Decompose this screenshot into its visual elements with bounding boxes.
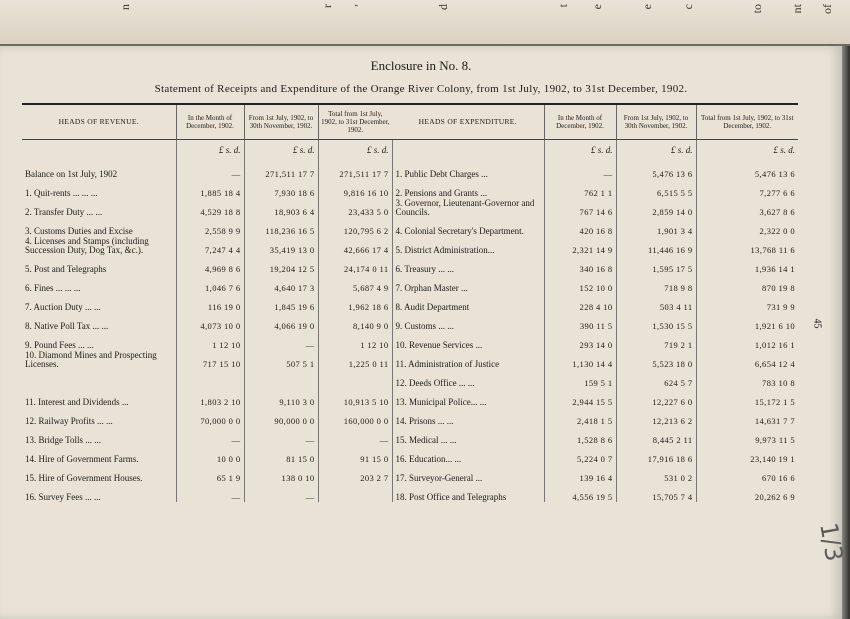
revenue-head: 16. Survey Fees ... ... [25, 492, 101, 502]
revenue-head: 15. Hire of Government Houses. [25, 473, 143, 483]
month-value: 4,073 10 0 [176, 312, 244, 331]
month-value: 7,247 4 4 [176, 236, 244, 255]
exp-total-value: 731 9 9 [696, 293, 798, 312]
from-value [244, 369, 318, 388]
total-value: 1 12 10 [318, 331, 392, 350]
expenditure-head: 8. Audit Department [392, 293, 544, 312]
table-row [22, 426, 798, 445]
month-value: — [176, 160, 244, 179]
revenue-head: 5. Post and Telegraphs [25, 264, 107, 274]
table-row [22, 312, 798, 331]
month-value: 70,000 0 0 [176, 407, 244, 426]
header-exp-month: In the Month of December, 1902. [544, 104, 616, 140]
exp-from-value: 12,213 6 2 [616, 407, 696, 426]
from-value: — [244, 426, 318, 445]
revenue-head: 10. Diamond Mines and Prospecting Licenses. [25, 350, 157, 369]
enclosure-heading: Enclosure in No. 8. [370, 58, 472, 73]
revenue-head: 1. Quit-rents ... ... ... [25, 188, 98, 198]
currency-label: £ s. d. [696, 140, 798, 161]
from-value: 271,511 17 7 [244, 160, 318, 179]
expenditure-head: 5. District Administration... [392, 236, 544, 255]
exp-from-value: 624 5 7 [616, 369, 696, 388]
total-value: 23,433 5 0 [318, 198, 392, 217]
month-value: 2,558 9 9 [176, 217, 244, 236]
header-heads-of-expenditure: HEADS OF EXPENDITURE. [392, 104, 544, 140]
from-value: 138 0 10 [244, 464, 318, 483]
expenditure-head: 18. Post Office and Telegraphs [392, 483, 544, 502]
expenditure-head: 14. Prisons ... ... [392, 407, 544, 426]
header-total: Total from 1st July, 1902, to 31st December, 1902. [318, 104, 392, 140]
from-value: 7,930 18 6 [244, 179, 318, 198]
from-value: 35,419 13 0 [244, 236, 318, 255]
from-value: 19,204 12 5 [244, 255, 318, 274]
exp-total-value: 13,768 11 6 [696, 236, 798, 255]
exp-month-value: 762 1 1 [544, 179, 616, 198]
table-row [22, 255, 798, 274]
expenditure-head: 3. Governor, Lieutenant-Governor and Councils. [392, 198, 544, 217]
exp-total-value: 3,627 8 6 [696, 198, 798, 217]
total-value: 1,962 18 6 [318, 293, 392, 312]
exp-from-value: 1,595 17 5 [616, 255, 696, 274]
currency-row [22, 140, 798, 161]
total-value: 120,795 6 2 [318, 217, 392, 236]
table-row [22, 445, 798, 464]
table-row [22, 369, 798, 388]
from-value: 118,236 16 5 [244, 217, 318, 236]
total-value [318, 369, 392, 388]
table-header-row [22, 104, 798, 140]
exp-month-value: 2,944 15 5 [544, 388, 616, 407]
statement-title: Statement of Receipts and Expenditure of the Orange River Colony, from 1st July, 1902, to 31st December, 1902. [154, 83, 688, 95]
exp-from-value: 719 2 1 [616, 331, 696, 350]
from-value: 4,640 17 3 [244, 274, 318, 293]
exp-month-value: 420 16 8 [544, 217, 616, 236]
table-row [22, 179, 798, 198]
exp-month-value: 2,321 14 9 [544, 236, 616, 255]
table-row [22, 236, 798, 255]
month-value: 10 0 0 [176, 445, 244, 464]
revenue-head: 2. Transfer Duty ... ... [25, 207, 103, 217]
exp-from-value: 12,227 6 0 [616, 388, 696, 407]
revenue-head: 4. Licenses and Stamps (including Succession Duty, Dog Tax, &c.). [25, 236, 149, 255]
month-value: 4,969 8 6 [176, 255, 244, 274]
table-row [22, 160, 798, 179]
from-value: 1,845 19 6 [244, 293, 318, 312]
table-row [22, 331, 798, 350]
exp-month-value: 767 14 6 [544, 198, 616, 217]
receipts-expenditure-table [22, 103, 798, 502]
exp-total-value: 14,631 7 7 [696, 407, 798, 426]
month-value: 4,529 18 8 [176, 198, 244, 217]
revenue-head [22, 369, 176, 388]
from-value: 18,903 6 4 [244, 198, 318, 217]
total-value: — [318, 426, 392, 445]
revenue-head: 14. Hire of Government Farms. [25, 454, 139, 464]
exp-total-value: 15,172 1 5 [696, 388, 798, 407]
exp-from-value: 11,446 16 9 [616, 236, 696, 255]
expenditure-head: 13. Municipal Police... ... [392, 388, 544, 407]
month-value: 1 12 10 [176, 331, 244, 350]
expenditure-head: 16. Education... ... [392, 445, 544, 464]
total-value: 160,000 0 0 [318, 407, 392, 426]
exp-total-value: 5,476 13 6 [696, 160, 798, 179]
total-value: 271,511 17 7 [318, 160, 392, 179]
exp-month-value: 139 16 4 [544, 464, 616, 483]
exp-from-value: 5,476 13 6 [616, 160, 696, 179]
currency-label: £ s. d. [318, 140, 392, 161]
exp-from-value: 503 4 11 [616, 293, 696, 312]
exp-total-value: 20,262 6 9 [696, 483, 798, 502]
exp-month-value: 2,418 1 5 [544, 407, 616, 426]
exp-month-value: 1,130 14 4 [544, 350, 616, 369]
exp-from-value: 15,705 7 4 [616, 483, 696, 502]
table-row [22, 217, 798, 236]
currency-label: £ s. d. [176, 140, 244, 161]
currency-label: £ s. d. [616, 140, 696, 161]
revenue-head: 13. Bridge Tolls ... ... [25, 435, 101, 445]
exp-month-value: 152 10 0 [544, 274, 616, 293]
table-row [22, 198, 798, 217]
expenditure-head: 4. Colonial Secretary's Department. [392, 217, 544, 236]
exp-from-value: 531 0 2 [616, 464, 696, 483]
exp-from-value: 17,916 18 6 [616, 445, 696, 464]
month-value: 65 1 9 [176, 464, 244, 483]
expenditure-head: 1. Public Debt Charges ... [392, 160, 544, 179]
table-row [22, 388, 798, 407]
revenue-head: 8. Native Poll Tax ... ... [25, 321, 109, 331]
exp-from-value: 8,445 2 11 [616, 426, 696, 445]
exp-month-value: — [544, 160, 616, 179]
month-value: — [176, 426, 244, 445]
header-exp-total: Total from 1st July, 1902, to 31st December, 1902. [696, 104, 798, 140]
revenue-head: 6. Fines ... ... ... [25, 283, 81, 293]
header-heads-of-revenue: HEADS OF REVENUE. [22, 104, 176, 140]
expenditure-head: 2. Pensions and Grants ... [392, 179, 544, 198]
currency-label: £ s. d. [544, 140, 616, 161]
header-from: From 1st July, 1902, to 30th November, 1902. [244, 104, 318, 140]
from-value: 9,110 3 0 [244, 388, 318, 407]
currency-label: £ s. d. [244, 140, 318, 161]
pencil-annotation: 1/3 [814, 520, 849, 564]
revenue-head: Balance on 1st July, 1902 [25, 169, 118, 179]
exp-month-value: 293 14 0 [544, 331, 616, 350]
total-value: 24,174 0 11 [318, 255, 392, 274]
month-value: — [176, 483, 244, 502]
from-value: 90,000 0 0 [244, 407, 318, 426]
exp-month-value: 159 5 1 [544, 369, 616, 388]
exp-total-value: 1,012 16 1 [696, 331, 798, 350]
exp-month-value: 340 16 8 [544, 255, 616, 274]
header-exp-from: From 1st July, 1902, to 30th November, 1902. [616, 104, 696, 140]
expenditure-head: 17. Surveyor-General ... [392, 464, 544, 483]
expenditure-head: 7. Orphan Master ... [392, 274, 544, 293]
exp-from-value: 1,530 15 5 [616, 312, 696, 331]
exp-total-value: 870 19 8 [696, 274, 798, 293]
table-row [22, 483, 798, 502]
total-value [318, 483, 392, 502]
total-value: 91 15 0 [318, 445, 392, 464]
exp-from-value: 1,901 3 4 [616, 217, 696, 236]
month-value: 1,046 7 6 [176, 274, 244, 293]
expenditure-head: 6. Treasury ... ... [392, 255, 544, 274]
exp-month-value: 1,528 8 6 [544, 426, 616, 445]
table-row [22, 350, 798, 369]
total-value: 10,913 5 10 [318, 388, 392, 407]
exp-total-value: 23,140 19 1 [696, 445, 798, 464]
table-row [22, 293, 798, 312]
month-value: 116 19 0 [176, 293, 244, 312]
exp-total-value: 670 16 6 [696, 464, 798, 483]
expenditure-head: 11. Administration of Justice [392, 350, 544, 369]
total-value: 9,816 16 10 [318, 179, 392, 198]
total-value: 1,225 0 11 [318, 350, 392, 369]
total-value: 203 2 7 [318, 464, 392, 483]
from-value: 507 5 1 [244, 350, 318, 369]
total-value: 42,666 17 4 [318, 236, 392, 255]
table-row [22, 464, 798, 483]
revenue-head: 9. Pound Fees ... ... [25, 340, 94, 350]
previous-page-fragment: n r , d t e e c to nt of [0, 0, 850, 46]
revenue-head: 11. Interest and Dividends ... [25, 397, 129, 407]
revenue-head: 7. Auction Duty ... ... [25, 302, 101, 312]
month-value: 1,885 18 4 [176, 179, 244, 198]
expenditure-head: 12. Deeds Office ... ... [392, 369, 544, 388]
exp-from-value: 5,523 18 0 [616, 350, 696, 369]
total-value: 8,140 9 0 [318, 312, 392, 331]
table-row [22, 407, 798, 426]
page-number: 45 [811, 318, 823, 329]
exp-month-value: 390 11 5 [544, 312, 616, 331]
expenditure-head: 9. Customs ... ... [392, 312, 544, 331]
exp-month-value: 5,224 0 7 [544, 445, 616, 464]
exp-total-value: 1,921 6 10 [696, 312, 798, 331]
exp-total-value: 783 10 8 [696, 369, 798, 388]
exp-from-value: 718 9 8 [616, 274, 696, 293]
revenue-head: 12. Railway Profits ... ... [25, 416, 113, 426]
exp-from-value: 6,515 5 5 [616, 179, 696, 198]
exp-total-value: 6,654 12 4 [696, 350, 798, 369]
expenditure-head: 15. Medical ... ... [392, 426, 544, 445]
month-value [176, 369, 244, 388]
from-value: — [244, 483, 318, 502]
month-value: 717 15 10 [176, 350, 244, 369]
month-value: 1,803 2 10 [176, 388, 244, 407]
exp-total-value: 1,936 14 1 [696, 255, 798, 274]
total-value: 5,687 4 9 [318, 274, 392, 293]
exp-from-value: 2,859 14 0 [616, 198, 696, 217]
exp-total-value: 7,277 6 6 [696, 179, 798, 198]
table-row [22, 274, 798, 293]
header-month: In the Month of December, 1902. [176, 104, 244, 140]
exp-month-value: 228 4 10 [544, 293, 616, 312]
from-value: 4,066 19 0 [244, 312, 318, 331]
exp-total-value: 9,973 11 5 [696, 426, 798, 445]
expenditure-head: 10. Revenue Services ... [392, 331, 544, 350]
exp-total-value: 2,322 0 0 [696, 217, 798, 236]
from-value: — [244, 331, 318, 350]
exp-month-value: 4,556 19 5 [544, 483, 616, 502]
revenue-head: 3. Customs Duties and Excise [25, 226, 133, 236]
from-value: 81 15 0 [244, 445, 318, 464]
